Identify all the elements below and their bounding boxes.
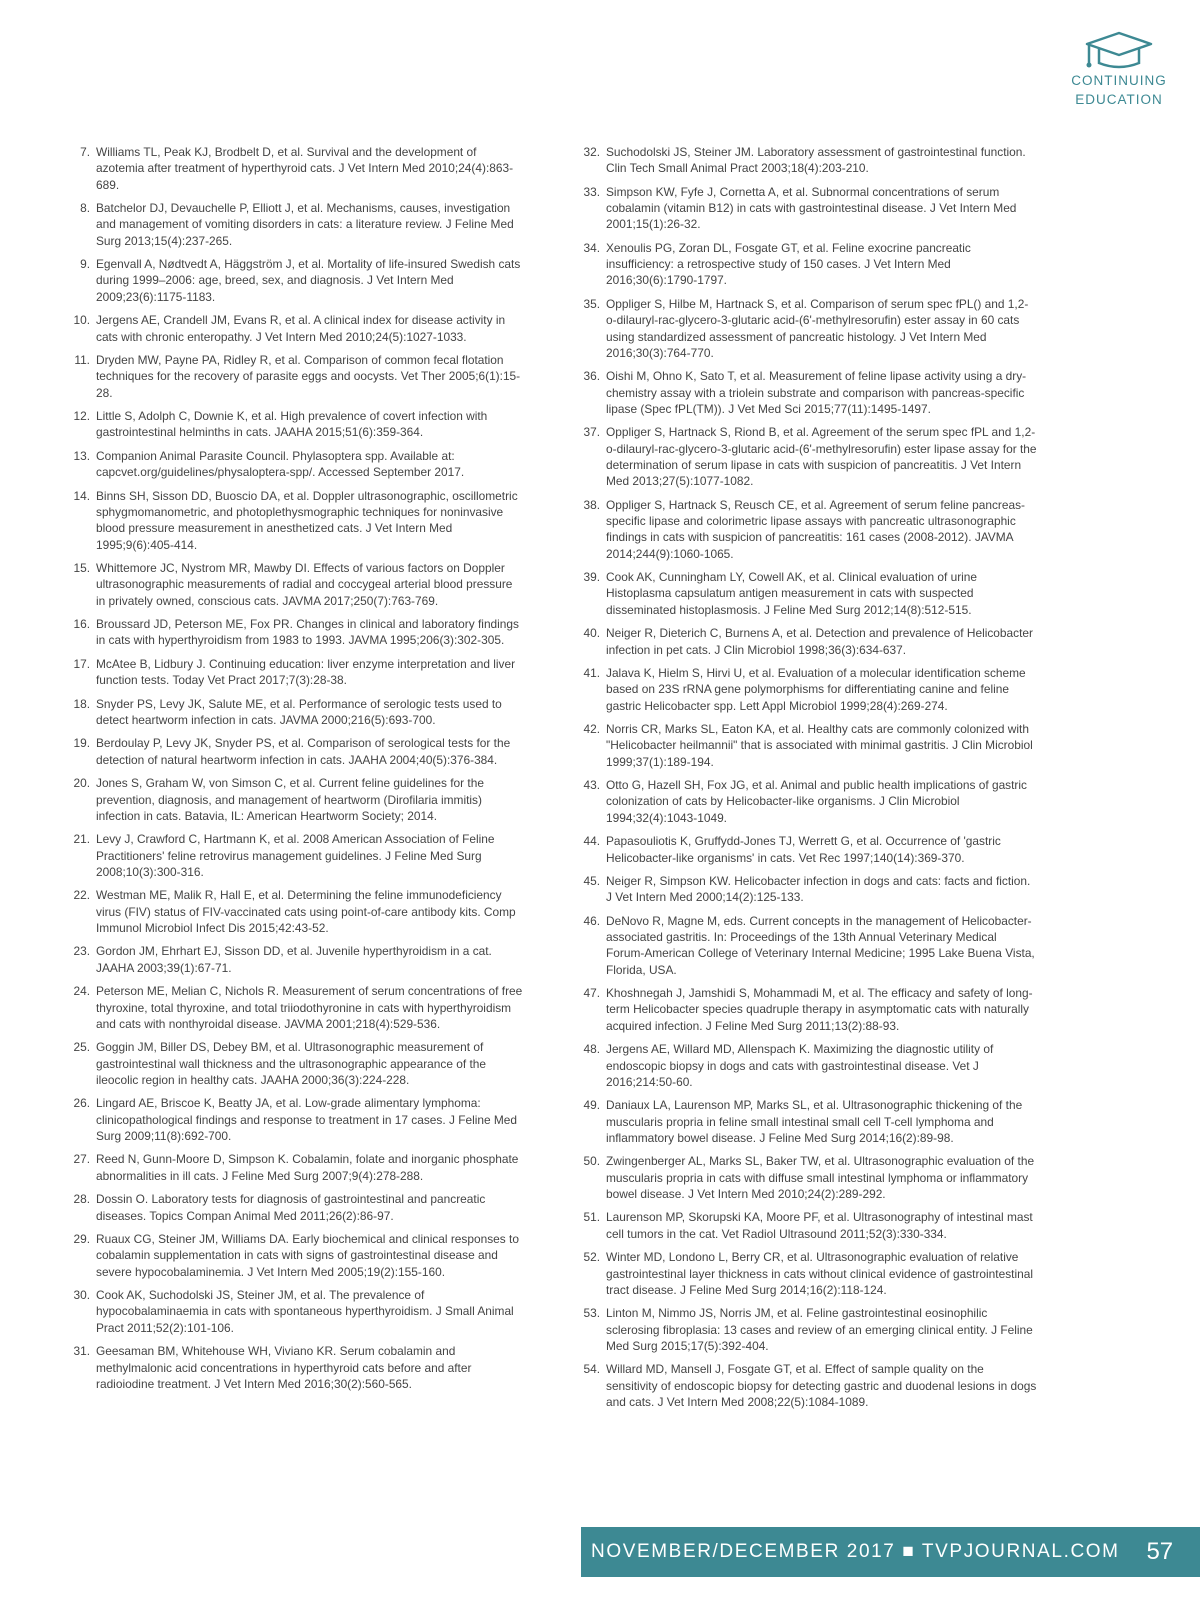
reference-item: [68, 983, 524, 1032]
reference-item: [578, 985, 1038, 1034]
reference-item: [578, 497, 1038, 562]
reference-text: Reed N, Gunn-Moore D, Simpson K. Cobalamin, folate and inorganic phosphate abnormalities in ill cats. J Feline Med Surg 2007;9(4):278-288.: [96, 1152, 519, 1183]
reference-number: 28.: [73, 1192, 90, 1207]
reference-text: Oppliger S, Hartnack S, Riond B, et al. Agreement of the serum spec fPL and 1,2-o-dilauryl-rac-glycero-3-glutaric acid-(6'-methylresorufin) ester lipase assay for the determination of serum lipase in cats with suspicion of pancreatitis. J Vet Intern Med 2013;27(5):1077-1082.: [606, 425, 1037, 489]
reference-number: 29.: [73, 1232, 90, 1247]
reference-text: Zwingenberger AL, Marks SL, Baker TW, et al. Ultrasonographic evaluation of the muscularis propria in cats with diffuse small intestinal lymphoma or inflammatory bowel disease. J Vet Intern Med 2010;24(2):289-292.: [606, 1154, 1035, 1201]
page-footer: [581, 1527, 1200, 1577]
reference-item: [578, 721, 1038, 770]
reference-item: [68, 831, 524, 880]
reference-item: [578, 1361, 1038, 1410]
reference-item: [68, 616, 524, 649]
reference-number: 39.: [583, 570, 600, 585]
reference-text: Jalava K, Hielm S, Hirvi U, et al. Evaluation of a molecular identification scheme based on 23S rRNA gene polymorphisms for differentiating canine and feline gastric Helicobacter spp. Lett Appl Microbiol 1999;28(4):269-274.: [606, 666, 1026, 713]
reference-number: 7.: [80, 145, 90, 159]
reference-text: Winter MD, Londono L, Berry CR, et al. Ultrasonographic evaluation of relative gastrointestinal layer thickness in cats without clinical evidence of gastrointestinal tract disease. J Feline Med Surg 2014;16(2):118-124.: [606, 1250, 1033, 1297]
reference-text: Gordon JM, Ehrhart EJ, Sisson DD, et al. Juvenile hyperthyroidism in a cat. JAAHA 2003;39(1):67-71.: [96, 944, 492, 975]
reference-text: Whittemore JC, Nystrom MR, Mawby DI. Effects of various factors on Doppler ultrasonographic measurements of radial and coccygeal arterial blood pressure in privately owned, conscious cats. JAVMA 2017;250(7):763-769.: [96, 561, 513, 608]
reference-item: [68, 408, 524, 441]
reference-number: 20.: [73, 776, 90, 791]
reference-item: [578, 873, 1038, 906]
reference-number: 18.: [73, 696, 90, 711]
reference-number: 31.: [73, 1344, 90, 1359]
reference-item: [68, 448, 524, 481]
reference-number: 27.: [73, 1152, 90, 1167]
reference-text: Little S, Adolph C, Downie K, et al. High prevalence of covert infection with gastrointestinal helminths in cats. JAAHA 2015;51(6):359-364.: [96, 409, 488, 440]
reference-number: 33.: [583, 184, 600, 199]
reference-item: [68, 943, 524, 976]
reference-item: [68, 312, 524, 345]
reference-item: [578, 1209, 1038, 1242]
reference-text: Linton M, Nimmo JS, Norris JM, et al. Feline gastrointestinal eosinophilic sclerosing fibroplasia: 13 cases and review of an emerging clinical entity. J Feline Med Surg 2015;17(5):392-404.: [606, 1306, 1033, 1353]
reference-number: 10.: [73, 313, 90, 328]
reference-item: [68, 1095, 524, 1144]
reference-number: 8.: [80, 201, 90, 216]
reference-text: Otto G, Hazell SH, Fox JG, et al. Animal and public health implications of gastric colonization of cats by Helicobacter-like organisms. J Clin Microbiol 1994;32(4):1043-1049.: [606, 778, 1027, 825]
reference-text: Jergens AE, Willard MD, Allenspach K. Maximizing the diagnostic utility of endoscopic biopsy in dogs and cats with gastrointestinal disease. Vet J 2016;214:50-60.: [606, 1042, 994, 1089]
reference-item: [578, 1305, 1038, 1354]
reference-item: [578, 184, 1038, 233]
logo-line-2: EDUCATION: [1075, 92, 1163, 107]
reference-number: 43.: [583, 778, 600, 793]
reference-item: [578, 368, 1038, 417]
reference-text: Dryden MW, Payne PA, Ridley R, et al. Comparison of common fecal flotation techniques for the recovery of parasite eggs and oocysts. Vet Ther 2005;6(1):15-28.: [96, 353, 521, 400]
reference-number: 15.: [73, 561, 90, 576]
reference-item: [68, 560, 524, 609]
reference-item: [68, 144, 524, 193]
reference-text: Norris CR, Marks SL, Eaton KA, et al. Healthy cats are commonly colonized with "Helicobacter heilmannii" that is associated with minimal gastritis. J Clin Microbiol 1999;37(1):189-194.: [606, 722, 1033, 769]
reference-text: Batchelor DJ, Devauchelle P, Elliott J, et al. Mechanisms, causes, investigation and management of vomiting disorders in cats: a literature review. J Feline Med Surg 2013;15(4):237-265.: [96, 201, 514, 248]
reference-number: 46.: [583, 913, 600, 928]
reference-text: Suchodolski JS, Steiner JM. Laboratory assessment of gastrointestinal function. Clin Tech Small Animal Pract 2003;18(4):203-210.: [606, 145, 1026, 176]
reference-text: Laurenson MP, Skorupski KA, Moore PF, et al. Ultrasonography of intestinal mast cell tumors in the cat. Vet Radiol Ultrasound 2011;52(3):330-334.: [606, 1210, 1033, 1241]
reference-text: Levy J, Crawford C, Hartmann K, et al. 2008 American Association of Feline Practitioners' feline retrovirus management guidelines. J Feline Med Surg 2008;10(3):300-316.: [96, 832, 495, 879]
reference-item: [578, 144, 1038, 177]
references-right-column: [578, 144, 1038, 1418]
reference-number: 40.: [583, 626, 600, 641]
reference-number: 50.: [583, 1154, 600, 1169]
reference-text: Daniaux LA, Laurenson MP, Marks SL, et al. Ultrasonographic thickening of the muscularis propria in feline small intestinal small cell T-cell lymphoma and inflammatory bowel disease. J Feline Med Surg 2014;16(2):89-98.: [606, 1098, 1023, 1145]
reference-text: Oishi M, Ohno K, Sato T, et al. Measurement of feline lipase activity using a dry-chemistry assay with a triolein substrate and comparison with pancreas-specific lipase (Spec fPL(TM)). J Vet Med Sci 2015;77(11):1495-1497.: [606, 369, 1027, 416]
references-left-column: [68, 144, 524, 1399]
reference-item: [68, 775, 524, 824]
footer-issue-url: NOVEMBER/DECEMBER 2017 ■ TVPJOURNAL.COM: [591, 1541, 1120, 1562]
reference-text: Geesaman BM, Whitehouse WH, Viviano KR. Serum cobalamin and methylmalonic acid concentrations in hyperthyroid cats before and after radioiodine treatment. J Vet Intern Med 2016;30(2):560-565.: [96, 1344, 472, 1391]
reference-item: [68, 735, 524, 768]
reference-item: [68, 1039, 524, 1088]
reference-number: 52.: [583, 1250, 600, 1265]
reference-number: 32.: [583, 145, 600, 159]
reference-text: Khoshnegah J, Jamshidi S, Mohammadi M, et al. The efficacy and safety of long-term Helicobacter species quadruple therapy in asymptomatic cats with naturally acquired infection. J Feline Med Surg 2011;13(2):88-93.: [606, 986, 1033, 1033]
reference-number: 36.: [583, 369, 600, 384]
reference-item: [68, 1231, 524, 1280]
reference-text: Westman ME, Malik R, Hall E, et al. Determining the feline immunodeficiency virus (FIV) status of FIV-vaccinated cats using point-of-care antibody kits. Comp Immunol Microbiol Infect Dis 2015;42:43-52.: [96, 888, 516, 935]
reference-text: Willard MD, Mansell J, Fosgate GT, et al. Effect of sample quality on the sensitivity of endoscopic biopsy for detecting gastric and duodenal lesions in dogs and cats. J Vet Intern Med 2008;22(5):1084-1089.: [606, 1362, 1037, 1410]
reference-item: [578, 1097, 1038, 1146]
reference-text: Egenvall A, Nødtvedt A, Häggström J, et al. Mortality of life-insured Swedish cats during 1999–2006: age, breed, sex, and diagnosis. J Vet Intern Med 2009;23(6):1175-1183.: [96, 257, 521, 304]
reference-number: 23.: [73, 944, 90, 959]
reference-item: [68, 656, 524, 689]
reference-number: 35.: [583, 296, 600, 311]
reference-text: Jones S, Graham W, von Simson C, et al. Current feline guidelines for the prevention, diagnosis, and management of heartworm (Dirofilaria immitis) infection in cats. Batavia, IL: American Heartworm Society; 2014.: [96, 776, 484, 823]
reference-number: 44.: [583, 834, 600, 849]
reference-text: Goggin JM, Biller DS, Debey BM, et al. Ultrasonographic measurement of gastrointestinal wall thickness and the ultrasonographic appearance of the ileocolic region in healthy cats. JAAHA 2000;36(3):224-228.: [96, 1040, 486, 1087]
reference-item: [578, 665, 1038, 714]
reference-item: [578, 1249, 1038, 1298]
reference-number: 9.: [80, 257, 90, 272]
reference-text: Xenoulis PG, Zoran DL, Fosgate GT, et al. Feline exocrine pancreatic insufficiency: a retrospective study of 150 cases. J Vet Intern Med 2016;30(6):1790-1797.: [606, 240, 971, 288]
reference-number: 21.: [73, 832, 90, 847]
reference-item: [578, 296, 1038, 361]
reference-text: Cook AK, Cunningham LY, Cowell AK, et al. Clinical evaluation of urine Histoplasma capsulatum antigen measurement in cats with suspected disseminated histoplasmosis. J Feline Med Surg 2012;14(8):512-515.: [606, 570, 978, 617]
reference-number: 49.: [583, 1098, 600, 1113]
reference-number: 14.: [73, 488, 90, 503]
reference-item: [68, 200, 524, 249]
reference-text: McAtee B, Lidbury J. Continuing education: liver enzyme interpretation and liver function tests. Today Vet Pract 2017;7(3):28-38.: [96, 656, 516, 688]
reference-text: Ruaux CG, Steiner JM, Williams DA. Early biochemical and clinical responses to cobalamin supplementation in cats with signs of gastrointestinal disease and severe hypocobalaminemia. J Vet Intern Med 2005;19(2):155-160.: [96, 1232, 519, 1279]
reference-item: [68, 1191, 524, 1224]
reference-text: Lingard AE, Briscoe K, Beatty JA, et al. Low-grade alimentary lymphoma: clinicopathological findings and response to treatment in 17 cases. J Feline Med Surg 2009;11(8):692-700.: [96, 1096, 518, 1143]
reference-item: [68, 352, 524, 401]
reference-number: 19.: [73, 736, 90, 751]
reference-text: Dossin O. Laboratory tests for diagnosis of gastrointestinal and pancreatic diseases. Topics Compan Animal Med 2011;26(2):86-97.: [96, 1192, 486, 1223]
reference-item: [578, 424, 1038, 489]
reference-number: 11.: [74, 353, 90, 368]
reference-item: [578, 1153, 1038, 1202]
reference-number: 53.: [583, 1306, 600, 1321]
reference-item: [578, 625, 1038, 658]
reference-text: Papasouliotis K, Gruffydd-Jones TJ, Werrett G, et al. Occurrence of 'gastric Helicobacter-like organisms' in cats. Vet Rec 1997;140(14):369-370.: [606, 834, 1001, 865]
reference-text: Williams TL, Peak KJ, Brodbelt D, et al. Survival and the development of azotemia after treatment of hyperthyroid cats. J Vet Intern Med 2010;24(4):863-689.: [96, 145, 514, 192]
reference-number: 47.: [583, 986, 600, 1001]
reference-text: Berdoulay P, Levy JK, Snyder PS, et al. Comparison of serological tests for the detection of natural heartworm infection in cats. JAAHA 2004;40(5):376-384.: [96, 736, 511, 767]
reference-number: 48.: [583, 1042, 600, 1057]
reference-item: [578, 913, 1038, 978]
reference-text: Simpson KW, Fyfe J, Cornetta A, et al. Subnormal concentrations of serum cobalamin (vitamin B12) in cats with gastrointestinal disease. J Vet Intern Med 2001;15(1):26-32.: [606, 184, 1017, 232]
continuing-education-logo: [1060, 30, 1178, 108]
reference-number: 42.: [583, 722, 600, 737]
reference-item: [68, 887, 524, 936]
reference-text: Oppliger S, Hilbe M, Hartnack S, et al. Comparison of serum spec fPL() and 1,2-o-dilauryl-rac-glycero-3-glutaric acid-(6'-methylresorufin) ester assay in 60 cats using standardized assessment of pancreatic histology. J Vet Intern Med 2016;30(3):764-770.: [606, 296, 1029, 360]
reference-number: 30.: [73, 1288, 90, 1303]
reference-number: 26.: [73, 1096, 90, 1111]
reference-item: [68, 488, 524, 553]
reference-item: [578, 833, 1038, 866]
reference-text: Jergens AE, Crandell JM, Evans R, et al. A clinical index for disease activity in cats with chronic enteropathy. J Vet Intern Med 2010;24(5):1027-1033.: [96, 313, 506, 344]
reference-number: 34.: [583, 240, 600, 255]
reference-number: 41.: [583, 666, 600, 680]
reference-item: [68, 1151, 524, 1184]
reference-text: Neiger R, Simpson KW. Helicobacter infection in dogs and cats: facts and fiction. J Vet Intern Med 2000;14(2):125-133.: [606, 874, 1031, 905]
reference-text: DeNovo R, Magne M, eds. Current concepts in the management of Helicobacter-associated gastritis. In: Proceedings of the 13th Annual Veterinary Medical Forum-American College of Veterinary Internal Medicine; 1995 Lake Buena Vista, Florida, USA.: [606, 913, 1035, 977]
reference-number: 12.: [73, 409, 90, 424]
reference-text: Broussard JD, Peterson ME, Fox PR. Changes in clinical and laboratory findings in cats with hyperthyroidism from 1983 to 1993. JAVMA 1995;206(3):302-305.: [96, 617, 519, 648]
reference-number: 45.: [583, 874, 600, 889]
reference-text: Companion Animal Parasite Council. Phylasoptera spp. Available at: capcvet.org/guidelines/physaloptera-spp/. Accessed September 2017.: [96, 448, 465, 480]
reference-text: Snyder PS, Levy JK, Salute ME, et al. Performance of serologic tests used to detect heartworm infection in cats. JAVMA 2000;216(5):693-700.: [96, 696, 502, 727]
reference-text: Oppliger S, Hartnack S, Reusch CE, et al. Agreement of serum feline pancreas-specific lipase and colorimetric lipase assays with pancreatic ultrasonographic findings in cats with suspicion of pancreatitis: 161 cases (2008-2012). JAVMA 2014;244(9):1060-1065.: [606, 497, 1026, 561]
reference-item: [68, 1287, 524, 1336]
reference-number: 51.: [583, 1210, 600, 1225]
reference-number: 13.: [73, 448, 90, 463]
reference-number: 16.: [73, 617, 90, 632]
reference-item: [578, 1041, 1038, 1090]
reference-number: 25.: [73, 1040, 90, 1055]
reference-number: 17.: [73, 656, 90, 671]
reference-text: Binns SH, Sisson DD, Buoscio DA, et al. Doppler ultrasonographic, oscillometric sphygmomanometric, and photoplethysmographic techniques for noninvasive blood pressure measurement in anesthetized cats. J Vet Intern Med 1995;9(6):405-414.: [96, 488, 518, 552]
reference-item: [578, 240, 1038, 289]
logo-line-1: CONTINUING: [1071, 73, 1167, 88]
reference-item: [68, 696, 524, 729]
reference-number: 22.: [73, 888, 90, 903]
reference-text: Neiger R, Dieterich C, Burnens A, et al. Detection and prevalence of Helicobacter infection in pet cats. J Clin Microbiol 1998;36(3):634-637.: [606, 626, 1033, 657]
reference-number: 24.: [73, 984, 90, 999]
reference-item: [68, 256, 524, 305]
reference-number: 54.: [583, 1362, 600, 1377]
graduation-cap-icon: [1083, 30, 1155, 70]
reference-item: [68, 1343, 524, 1392]
reference-number: 37.: [583, 425, 600, 440]
reference-text: Cook AK, Suchodolski JS, Steiner JM, et al. The prevalence of hypocobalaminaemia in cats with spontaneous hyperthyroidism. J Small Animal Pract 2011;52(2):101-106.: [96, 1288, 514, 1335]
reference-number: 38.: [583, 497, 600, 512]
reference-item: [578, 777, 1038, 826]
reference-text: Peterson ME, Melian C, Nichols R. Measurement of serum concentrations of free thyroxine, total thyroxine, and total triiodothyronine in cats with hyperthyroidism and cats with nonthyroidal disease. JAVMA 2001;218(4):529-536.: [96, 984, 523, 1031]
reference-item: [578, 569, 1038, 618]
page-number: 57: [1146, 1538, 1174, 1565]
